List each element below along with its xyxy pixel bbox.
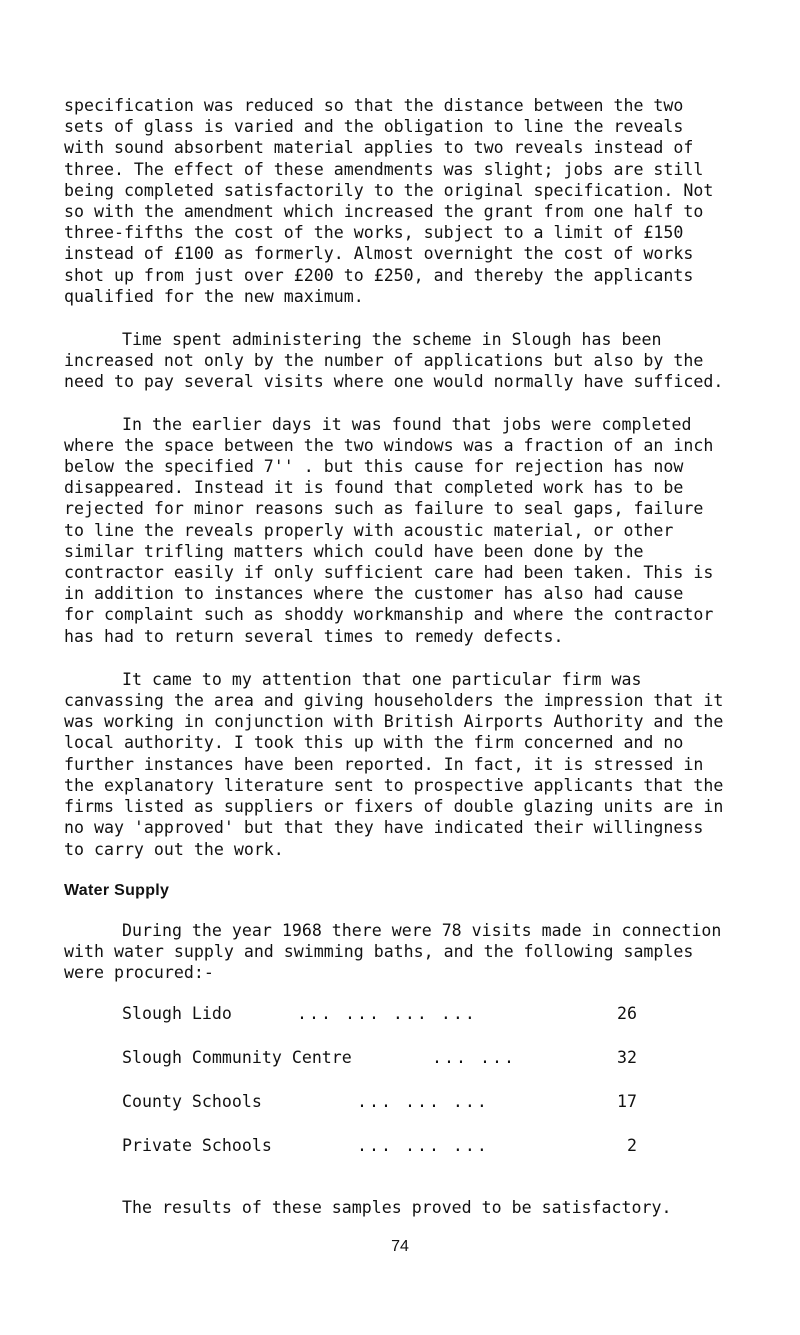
sample-row xyxy=(122,1135,764,1179)
sample-count: 2 xyxy=(627,1136,637,1156)
sample-name: Slough Community Centre xyxy=(122,1048,352,1068)
paragraph-canvassing-firm: It came to my attention that one particular firm was canvassing the area and giving householders the impression that it was working in conjunction with British Airports Authority and the local authority. I took this up with the firm concerned and no further instances have been reported. In fact, it is stressed in the explanatory literature sent to prospective applicants that the firms listed as suppliers or fixers of double glazing units are in no way 'approved' but that they have indicated their willingness to carry out the work. xyxy=(64,669,724,859)
sample-count: 17 xyxy=(617,1092,637,1112)
page-number: 74 xyxy=(391,1238,409,1255)
sample-row xyxy=(122,1047,764,1091)
sample-dots: ... ... ... xyxy=(357,1092,489,1112)
section-heading-water-supply: Water Supply xyxy=(64,881,170,899)
sample-name: Slough Lido xyxy=(122,1004,232,1024)
document-page xyxy=(64,95,764,1218)
sample-dots: ... ... ... ... xyxy=(297,1004,477,1024)
sample-count: 26 xyxy=(617,1004,637,1024)
samples-list xyxy=(122,1003,764,1179)
sample-row xyxy=(122,1003,764,1047)
paragraph-water-supply: During the year 1968 there were 78 visits made in connection with water supply and swimming baths, and the following samples were procured:- xyxy=(64,920,722,983)
sample-dots: ... ... ... xyxy=(357,1136,489,1156)
paragraph-earlier-days: In the earlier days it was found that jobs were completed where the space between the two windows was a fraction of an inch below the specified 7'' . but this cause for rejection has now disappeared. Instead it is found that completed work has to be rejected for minor reasons such as failure to seal gaps, failure to line the reveals properly with acoustic material, or other similar trifling matters which could have been done by the contractor easily if only sufficient care had been taken. This is in addition to instances where the customer has also had cause for complaint such as shoddy workmanship and where the contractor has had to return several times to remedy defects. xyxy=(64,414,714,646)
sample-name: County Schools xyxy=(122,1092,262,1112)
conclusion-text: The results of these samples proved to be satisfactory. xyxy=(122,1198,672,1218)
sample-name: Private Schools xyxy=(122,1136,272,1156)
paragraph-specification: specification was reduced so that the distance between the two sets of glass is varied and the obligation to line the reveals with sound absorbent material applies to two reveals instead of three. The effect of these amendments was slight; jobs are still being completed satisfactorily to the original specification. Not so with the amendment which increased the grant from one half to three-fifths the cost of the works, subject to a limit of £150 instead of £100 as formerly. Almost overnight the cost of works shot up from just over £200 to £250, and thereby the applicants qualified for the new maximum. xyxy=(64,96,714,306)
sample-dots: ... ... xyxy=(432,1048,516,1068)
paragraph-time-spent: Time spent administering the scheme in Slough has been increased not only by the number of applications but also by the need to pay several visits where one would normally have sufficed. xyxy=(64,330,724,392)
sample-row xyxy=(122,1091,764,1135)
sample-count: 32 xyxy=(617,1048,637,1068)
